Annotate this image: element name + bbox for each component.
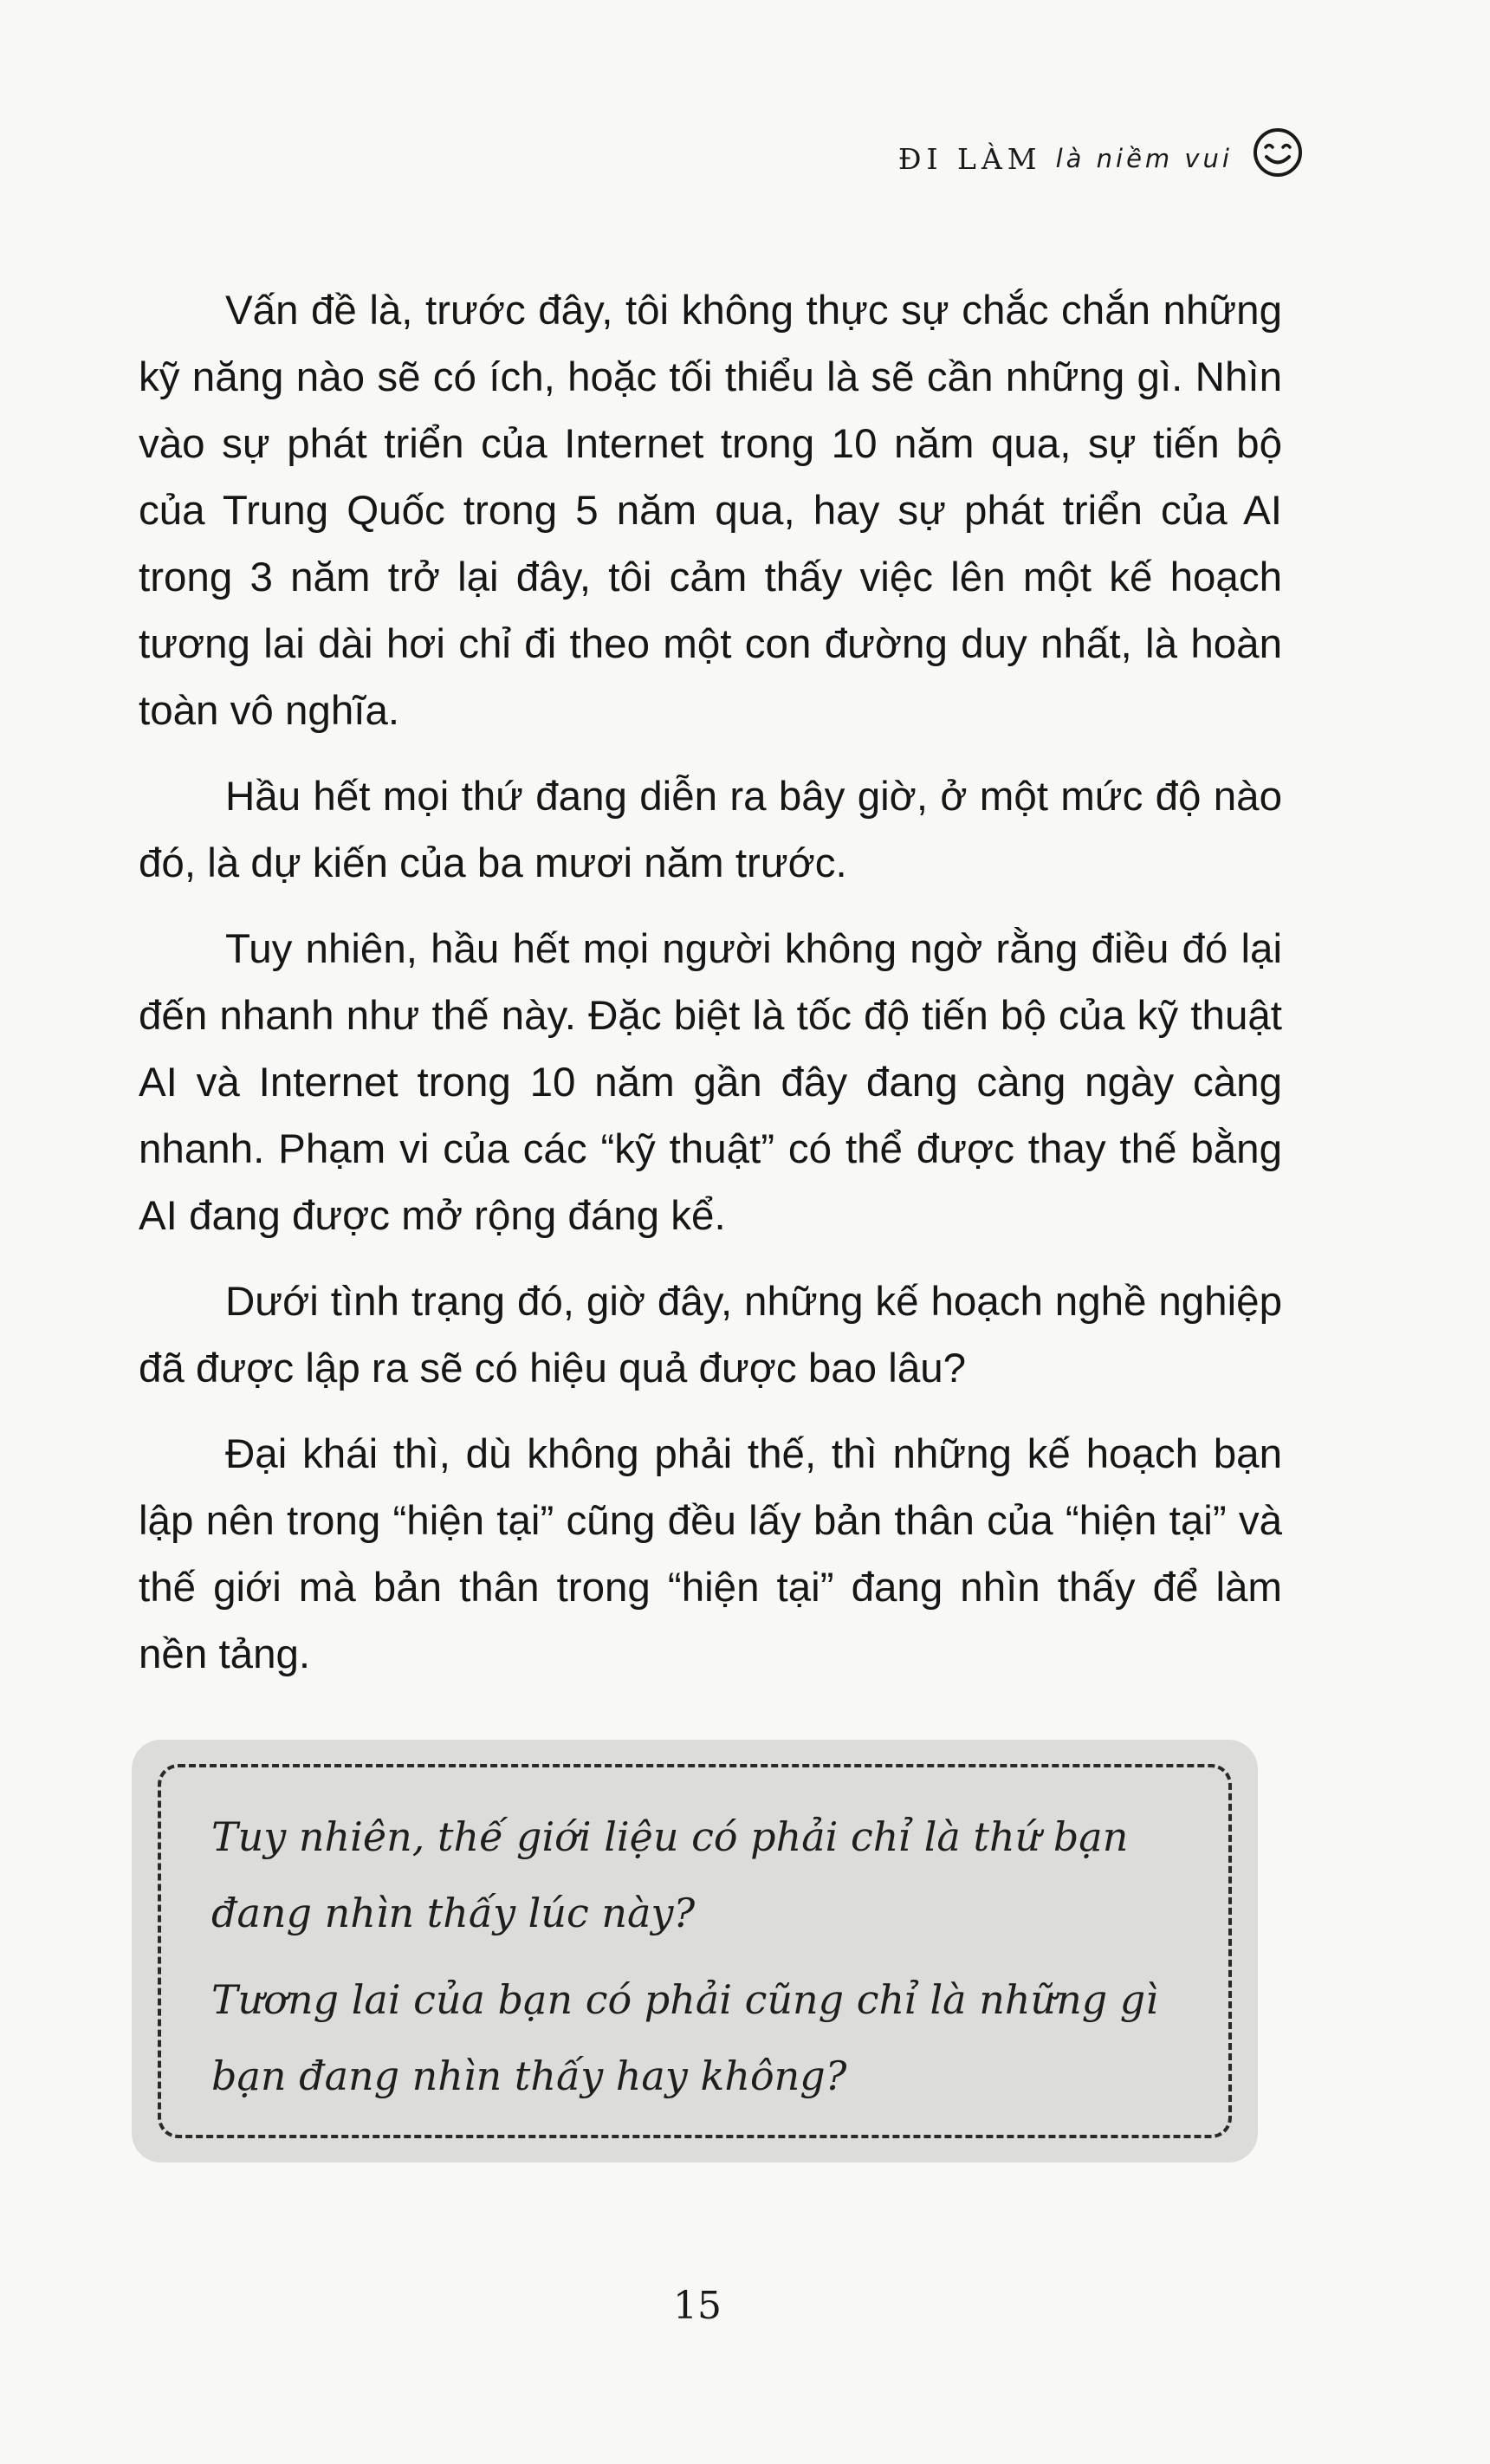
paragraph: Dưới tình trạng đó, giờ đây, những kế hoạch nghề nghiệp đã được lập ra sẽ có hiệu quả được bao lâu? [139,1279,1282,1391]
smiley-face-icon [1252,126,1304,178]
quote-line: Tuy nhiên, thế giới liệu có phải chỉ là thứ bạn đang nhìn thấy lúc này? [211,1813,1129,1936]
paragraph: Đại khái thì, dù không phải thế, thì những kế hoạch bạn lập nên trong “hiện tại” cũng đều lấy bản thân của “hiện tại” và thế giới mà bản thân trong “hiện tại” đang nhìn thấy để làm nền tảng. [139,1431,1282,1677]
paragraph: Tuy nhiên, hầu hết mọi người không ngờ rằng điều đó lại đến nhanh như thế này. Đặc biệt là tốc độ tiến bộ của kỹ thuật AI và Internet trong 10 năm gần đây đang càng ngày càng nhanh. Phạm vi của các “kỹ thuật” có thể được thay thế bằng AI đang được mở rộng đáng kể. [139,926,1282,1239]
quote-box [132,1740,1258,2162]
quote-text [211,1799,1216,2124]
running-header-title: ĐI LÀM [897,141,1042,176]
paragraph: Hầu hết mọi thứ đang diễn ra bây giờ, ở một mức độ nào đó, là dự kiến của ba mươi năm trước. [139,774,1282,886]
paragraph: Vấn đề là, trước đây, tôi không thực sự chắc chắn những kỹ năng nào sẽ có ích, hoặc tối thiểu là sẽ cần những gì. Nhìn vào sự phát triển của Internet trong 10 năm qua, sự tiến bộ của Trung Quốc trong 5 năm qua, hay sự phát triển của AI trong 3 năm trở lại đây, tôi cảm thấy việc lên một kế hoạch tương lai dài hơi chỉ đi theo một con đường duy nhất, là hoàn toàn vô nghĩa. [139,288,1282,734]
running-header [898,139,1304,178]
running-header-subtitle: là niềm vui [1055,144,1233,173]
quote-line: Tương lai của bạn có phải cũng chỉ là những gì bạn đang nhìn thấy hay không? [211,1976,1158,2099]
page-number: 15 [673,2284,722,2328]
body-text [139,277,1282,1707]
